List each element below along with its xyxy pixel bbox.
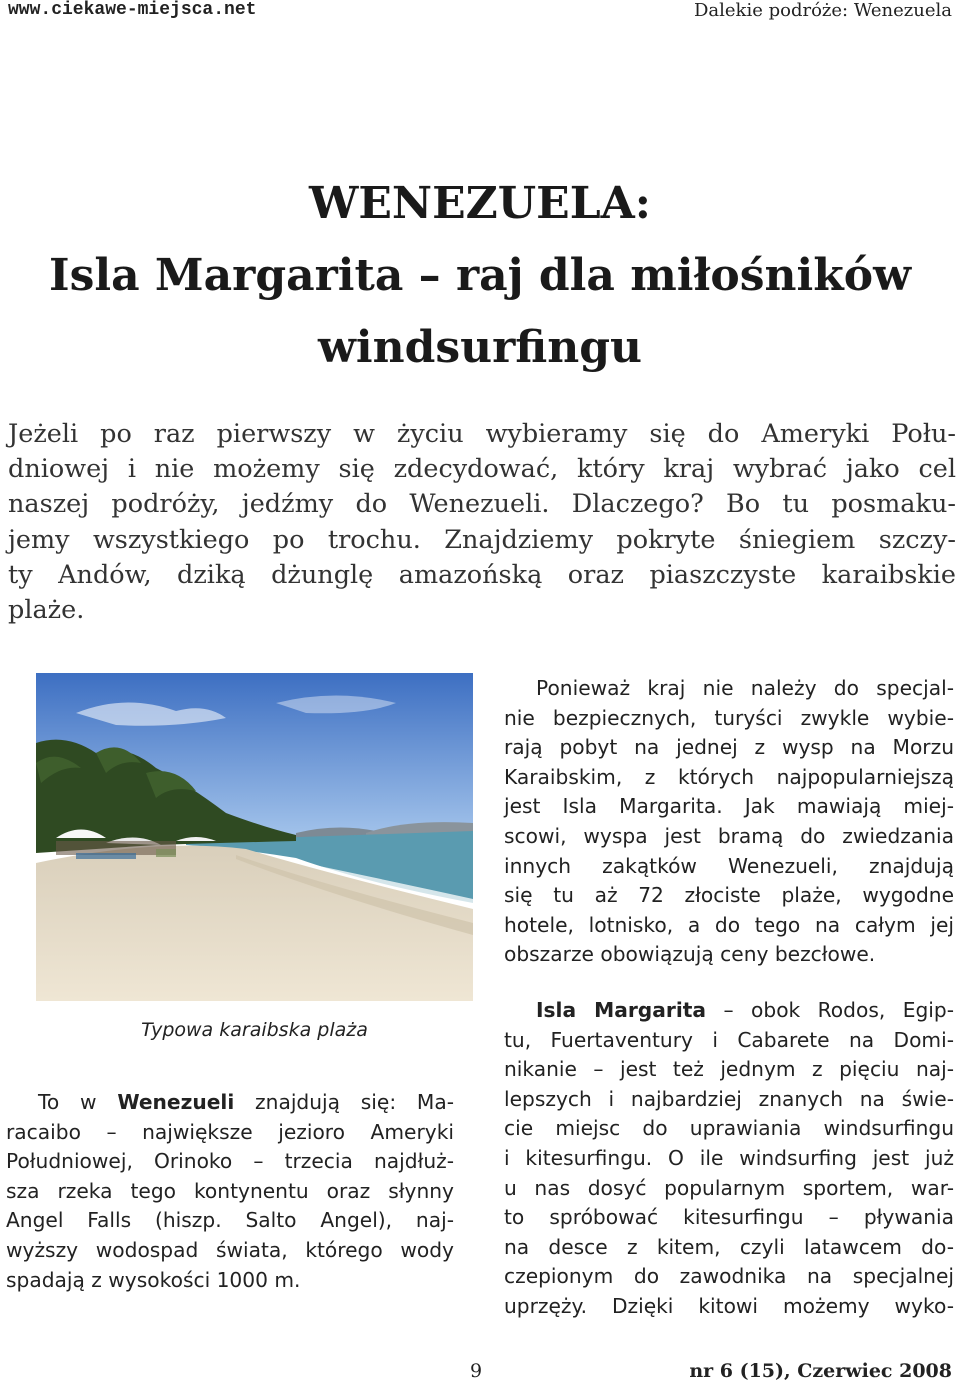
wenezueli-bold: Wenezueli: [117, 1090, 235, 1114]
text-line: sza rzeka tego kontynentu oraz słynny: [6, 1178, 454, 1203]
text-line: u nas dosyć popularnym sportem, war-: [504, 1175, 954, 1200]
text-line: uprzęży. Dzięki kitowi możemy wyko-: [504, 1293, 954, 1318]
text-line: innych zakątków Wenezueli, znajdują: [504, 853, 954, 878]
section-title: Dalekie podróże: Wenezuela: [693, 0, 952, 21]
beach-photo-illustration: [36, 673, 473, 1001]
title-line-3: windsurfingu: [317, 322, 643, 373]
right-column-paragraph-2: [504, 996, 954, 1322]
text-line: czepionym do zawodnika na specjalnej: [504, 1264, 954, 1289]
text-line: się tu aż 72 złociste plaże, wygodne: [504, 883, 954, 908]
site-url[interactable]: www.ciekawe-miejsca.net: [8, 0, 257, 20]
text-line: [504, 996, 954, 1026]
text-line: rają pobyt na jednej z wysp na Morzu: [504, 735, 954, 760]
text-line: Południowej, Orinoko – trzecia najdłuż-: [6, 1149, 454, 1174]
text-line: jest Isla Margarita. Jak mawiają miej-: [504, 794, 954, 819]
isla-margarita-bold: Isla Margarita: [536, 998, 707, 1022]
text-line: i kitesurfingu. O ile windsurfing jest już: [504, 1145, 954, 1170]
lead-paragraph: [8, 417, 956, 628]
text-fragment: To w: [38, 1090, 118, 1114]
text-line: hotele, lotnisko, a do tego na całym jej: [504, 912, 954, 937]
text-line: nie bezpiecznych, turyści zwykle wybie-: [504, 705, 954, 730]
text-line: nikanie – jest też jednym z pięciu naj-: [504, 1057, 954, 1082]
article-title: [0, 168, 960, 384]
text-line: to spróbować kitesurfingu – pływania: [504, 1205, 954, 1230]
text-line: cie miejsc do uprawiania windsurfingu: [504, 1116, 954, 1141]
text-line: Ponieważ kraj nie należy do specjal-: [536, 676, 954, 700]
lead-line: plaże.: [8, 595, 85, 626]
lead-line: Jeżeli po raz pierwszy w życiu wybieramy się do Ameryki Połu-: [8, 419, 956, 449]
text-line: lepszych i najbardziej znanych na świe-: [504, 1086, 954, 1111]
text-line: Karaibskim, z których najpopularniejszą: [504, 764, 954, 789]
text-fragment: znajdują się: Ma-: [234, 1090, 454, 1114]
text-line: scowi, wyspa jest bramą do zwiedzania: [504, 823, 954, 848]
text-line: Angel Falls (hiszp. Salto Angel), naj-: [6, 1208, 454, 1233]
text-fragment: – obok Rodos, Egip-: [706, 998, 954, 1022]
issue-label: nr 6 (15), Czerwiec 2008: [689, 1360, 952, 1382]
text-line: spadają z wysokości 1000 m.: [6, 1267, 301, 1292]
right-column-paragraph-1: [504, 674, 954, 970]
lead-line: jemy wszystkiego po trochu. Znajdziemy pokryte śniegiem szczy-: [8, 524, 956, 555]
text-line: [6, 1088, 454, 1118]
title-line-2: Isla Margarita – raj dla miłośników: [49, 250, 911, 301]
text-line: wyższy wodospad świata, którego wody: [6, 1237, 454, 1262]
page-number: 9: [470, 1360, 483, 1382]
text-line: na desce z kitem, czyli latawcem do-: [504, 1234, 954, 1259]
text-line: racaibo – największe jezioro Ameryki: [6, 1119, 454, 1144]
photo-caption: Typowa karaibska plaża: [141, 1019, 368, 1041]
text-line: obszarze obowiązują ceny bezcłowe.: [504, 942, 876, 967]
title-line-1: WENEZUELA:: [308, 178, 652, 229]
beach-photo: [36, 673, 473, 1001]
text-line: tu, Fuertaventury i Cabarete na Domi-: [504, 1027, 954, 1052]
left-column-paragraph: [6, 1088, 454, 1295]
lead-line: naszej podróży, jedźmy do Wenezueli. Dlaczego? Bo tu posmaku-: [8, 489, 956, 520]
lead-line: ty Andów, dziką dżunglę amazońską oraz piaszczyste karaibskie: [8, 559, 956, 590]
lead-line: dniowej i nie możemy się zdecydować, który kraj wybrać jako cel: [8, 454, 956, 485]
